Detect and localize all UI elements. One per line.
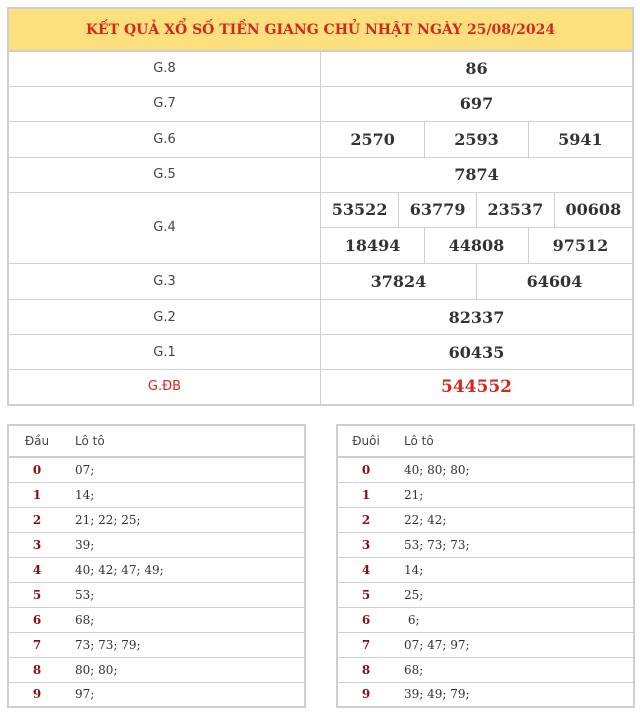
duoi-key: 8 <box>337 657 394 682</box>
prize-row-g6 <box>8 121 633 157</box>
dau-key-header: Đầu <box>8 425 65 457</box>
duoi-values: 68; <box>394 657 634 682</box>
prize-row-g3 <box>8 264 633 300</box>
dau-values: 40; 42; 47; 49; <box>65 557 305 582</box>
dau-key: 0 <box>8 457 65 482</box>
table-row <box>337 682 634 707</box>
prize-label-g2: G.2 <box>8 300 321 335</box>
duoi-values: 6; <box>394 607 634 632</box>
table-row <box>8 657 305 682</box>
dau-key: 6 <box>8 607 65 632</box>
title-row <box>8 8 633 51</box>
prize-number-g4: 00608 <box>554 193 632 228</box>
dau-key: 7 <box>8 632 65 657</box>
table-row <box>337 632 634 657</box>
dau-values-header: Lô tô <box>65 425 305 457</box>
prize-number-g4: 63779 <box>399 193 477 228</box>
prize-row-g8 <box>8 51 633 86</box>
dau-values: 73; 73; 79; <box>65 632 305 657</box>
table-row <box>337 507 634 532</box>
prize-number-g4: 44808 <box>425 228 529 263</box>
duoi-values-header: Lô tô <box>394 425 634 457</box>
duoi-values: 22; 42; <box>394 507 634 532</box>
dau-header-row <box>8 425 305 457</box>
table-row <box>8 507 305 532</box>
prize-number-g7: 697 <box>321 86 634 121</box>
prize-row-special <box>8 370 633 405</box>
prize-label-g3: G.3 <box>8 264 321 300</box>
dau-key: 3 <box>8 532 65 557</box>
dau-key: 9 <box>32 687 42 702</box>
prize-label-g7: G.7 <box>8 86 321 121</box>
duoi-table <box>336 424 635 708</box>
duoi-key: 2 <box>337 507 394 532</box>
prize-number-g4: 18494 <box>344 236 401 255</box>
table-row <box>337 582 634 607</box>
prize-label-special: G.ĐB <box>8 370 321 405</box>
prize-row-g4 <box>8 192 633 264</box>
table-row <box>8 682 305 707</box>
duoi-values: 40; 80; 80; <box>394 457 634 482</box>
prize-number-g2: 82337 <box>321 300 634 335</box>
prize-number-g1: 60435 <box>321 335 634 370</box>
prize-number-g4: 23537 <box>477 193 555 228</box>
duoi-values: 21; <box>394 482 634 507</box>
duoi-key: 9 <box>361 687 371 702</box>
duoi-key: 3 <box>337 532 394 557</box>
table-row <box>8 632 305 657</box>
prize-label-g4: G.4 <box>8 192 321 264</box>
duoi-key: 6 <box>337 607 394 632</box>
duoi-key: 0 <box>337 457 394 482</box>
dau-values: 21; 22; 25; <box>65 507 305 532</box>
prize-number-g8: 86 <box>321 51 634 86</box>
table-row <box>8 582 305 607</box>
dau-key: 1 <box>8 482 65 507</box>
table-row <box>337 657 634 682</box>
duoi-values: 07; 47; 97; <box>394 632 634 657</box>
duoi-header-row <box>337 425 634 457</box>
prize-number-g4: 53522 <box>321 193 399 228</box>
table-row <box>337 482 634 507</box>
duoi-values: 53; 73; 73; <box>394 532 634 557</box>
table-row <box>8 557 305 582</box>
dau-values: 68; <box>65 607 305 632</box>
results-title: KẾT QUẢ XỔ SỐ TIỀN GIANG CHỦ NHẬT NGÀY 25/08/2024 <box>8 8 633 51</box>
prize-number-g5: 7874 <box>321 157 634 192</box>
prize-label-g5: G.5 <box>8 157 321 192</box>
dau-values: 07; <box>65 457 305 482</box>
prize-label-g1: G.1 <box>8 335 321 370</box>
duoi-key: 7 <box>337 632 394 657</box>
table-row <box>337 457 634 482</box>
dau-values: 39; <box>65 532 305 557</box>
duoi-key: 1 <box>337 482 394 507</box>
dau-values: 97; <box>75 687 95 702</box>
duoi-values: 39; 49; 79; <box>404 687 470 702</box>
prize-number-g4: 97512 <box>528 228 632 263</box>
duoi-values: 25; <box>394 582 634 607</box>
dau-values: 53; <box>65 582 305 607</box>
duoi-values: 14; <box>394 557 634 582</box>
table-row <box>337 532 634 557</box>
prize-label-g6: G.6 <box>8 121 321 157</box>
results-table <box>7 7 634 406</box>
dau-key: 4 <box>8 557 65 582</box>
prize-number-g6: 5941 <box>528 122 632 157</box>
prize-number-g3: 64604 <box>477 264 633 299</box>
dau-key: 8 <box>8 657 65 682</box>
duoi-key-header: Đuôi <box>337 425 394 457</box>
prize-row-g5 <box>8 157 633 192</box>
duoi-key: 5 <box>337 582 394 607</box>
prize-label-g8: G.8 <box>8 51 321 86</box>
table-row <box>8 457 305 482</box>
table-row <box>337 557 634 582</box>
prize-number-special: 544552 <box>321 370 634 405</box>
dau-values: 80; 80; <box>65 657 305 682</box>
prize-row-g1 <box>8 335 633 370</box>
dau-key: 5 <box>8 582 65 607</box>
dau-values: 14; <box>65 482 305 507</box>
table-row <box>8 607 305 632</box>
table-row <box>8 532 305 557</box>
prize-number-g3: 37824 <box>370 272 427 291</box>
prize-row-g7 <box>8 86 633 121</box>
table-row <box>337 607 634 632</box>
prize-row-g2 <box>8 300 633 335</box>
table-row <box>8 482 305 507</box>
prize-number-g6: 2570 <box>350 129 395 149</box>
dau-table <box>7 424 306 708</box>
dau-key: 2 <box>8 507 65 532</box>
duoi-key: 4 <box>337 557 394 582</box>
prize-number-g6: 2593 <box>425 122 529 157</box>
